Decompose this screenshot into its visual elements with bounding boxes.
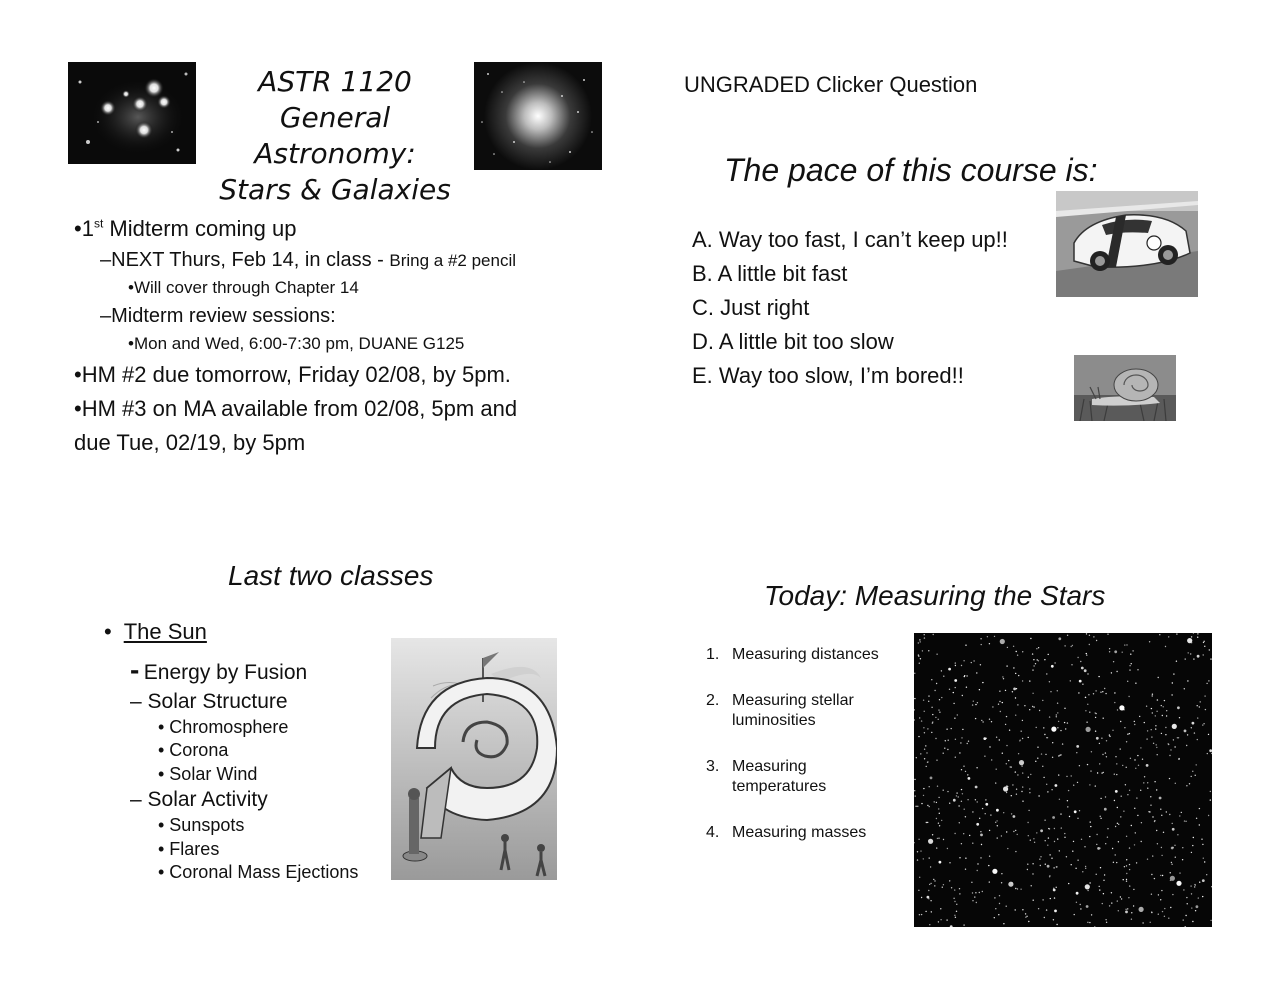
measure-item-3-num: 3. [706, 758, 720, 775]
structure-item-solar-wind: • Solar Wind [158, 764, 258, 784]
slide-4-title: Today: Measuring the Stars [764, 580, 1106, 611]
structure-item-chromosphere: • Chromosphere [158, 717, 289, 737]
review-sessions-line: –Midterm review sessions: [100, 305, 336, 327]
midterm-bullet-sup: st [93, 216, 104, 231]
option-a: A. Way too fast, I can’t keep up!! [692, 227, 1008, 252]
option-c: C. Just right [692, 295, 810, 320]
energy-label: Energy by Fusion [143, 661, 308, 684]
option-b: B. A little bit fast [692, 261, 848, 286]
activity-item-flares: • Flares [158, 839, 220, 859]
snail-image [1074, 355, 1176, 421]
structure-item-corona: • Corona [158, 740, 229, 760]
slide-1-title [196, 64, 474, 208]
sun-topic-bullet [104, 619, 207, 645]
midterm-bullet-text: Midterm coming up [103, 216, 297, 241]
pleiades-image [68, 62, 196, 164]
option-e: E. Way too slow, I’m bored!! [692, 363, 964, 388]
question-mark-image [391, 638, 557, 880]
measure-item-1-text: Measuring distances [732, 646, 879, 663]
title-line-2: General Astronomy: [254, 101, 416, 170]
measure-item-2-num: 2. [706, 692, 720, 709]
clicker-question: The pace of this course is: [724, 152, 1098, 188]
star-field-image [914, 633, 1212, 927]
measure-item-2-text-1: Measuring stellar [732, 692, 854, 709]
energy-dash: - [130, 654, 140, 685]
midterm-date-text: –NEXT Thurs, Feb 14, in class - [100, 249, 390, 271]
solar-structure: – Solar Structure [130, 690, 288, 713]
title-line-3: Stars & Galaxies [219, 173, 451, 206]
midterm-bullet [74, 216, 296, 242]
slide-3-title: Last two classes [228, 560, 434, 591]
option-d: D. A little bit too slow [692, 329, 894, 354]
solar-activity: – Solar Activity [130, 788, 268, 811]
energy-line [130, 654, 307, 686]
measure-item-3-text-1: Measuring [732, 758, 807, 775]
measure-item-3-text-2: temperatures [732, 778, 827, 795]
midterm-coverage: •Will cover through Chapter 14 [128, 278, 359, 297]
pencil-note: Bring a #2 pencil [389, 251, 517, 270]
activity-item-cme: • Coronal Mass Ejections [158, 862, 359, 882]
globular-cluster-image [474, 62, 602, 170]
clicker-header: UNGRADED Clicker Question [684, 72, 978, 97]
measure-item-4-num: 4. [706, 824, 720, 841]
measure-item-1-num: 1. [706, 646, 720, 663]
review-sessions-detail: •Mon and Wed, 6:00-7:30 pm, DUANE G125 [128, 334, 465, 353]
race-car-image [1056, 191, 1198, 297]
measure-item-4-text: Measuring masses [732, 824, 867, 841]
midterm-date-line [100, 249, 516, 272]
measure-item-2-text-2: luminosities [732, 712, 816, 729]
sun-topic-label: The Sun [123, 619, 207, 644]
hm3-bullet-line-2: due Tue, 02/19, by 5pm [74, 430, 306, 455]
activity-item-sunspots: • Sunspots [158, 815, 245, 835]
hm2-bullet: •HM #2 due tomorrow, Friday 02/08, by 5pm. [74, 362, 511, 387]
hm3-bullet-line-1: •HM #3 on MA available from 02/08, 5pm and [74, 396, 518, 421]
midterm-bullet-prefix: •1 [74, 216, 94, 241]
sun-topic-marker: • [104, 619, 112, 644]
title-line-1: ASTR 1120 [258, 65, 412, 98]
